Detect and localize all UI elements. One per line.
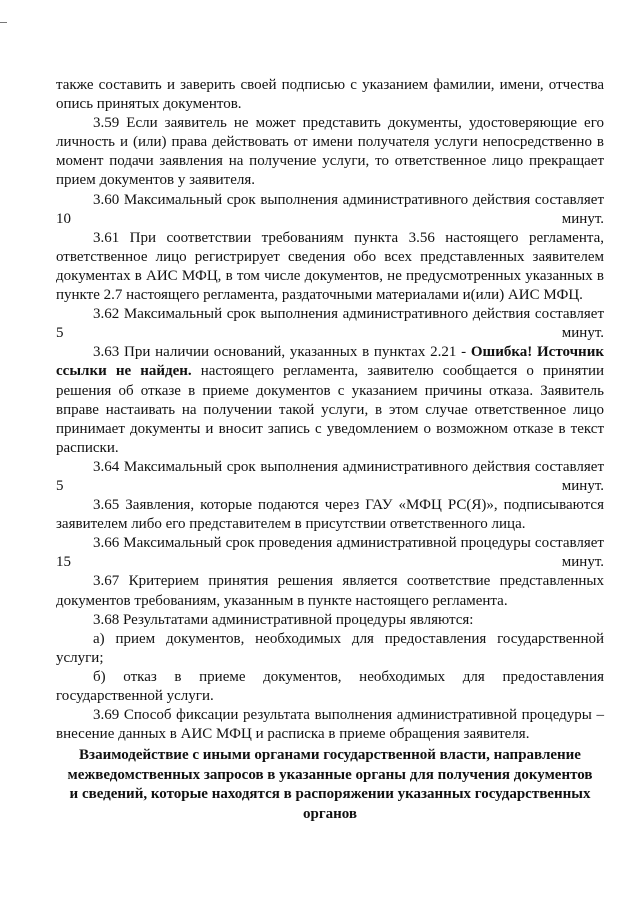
paragraph-3-69: 3.69 Способ фиксации результата выполнения административной процедуры – внесение данных в АИС МФЦ и расписка в приеме обращения заявителя. bbox=[56, 707, 604, 743]
paragraph-intro: также составить и заверить своей подписью с указанием фамилии, имени, отчества опись принятых документов. bbox=[56, 77, 604, 113]
paragraph-3-63-end: настоящего регламента, заявителю сообщается о принятии решения об отказе в приеме документов с указанием причины отказа. Заявитель вправе настаивать на получении такой услуги, в этом случае ответственное лицо принимает документы и вносит запись с уведомлением о возможном отказе в текст расписки. bbox=[56, 363, 604, 456]
paragraph-3-60: 3.60 Максимальный срок выполнения административного действия составляет 10 минут. bbox=[56, 191, 604, 227]
paragraph-3-68-a: а) прием документов, необходимых для предоставления государственной услуги; bbox=[56, 630, 604, 666]
paragraph-3-68-b: б) отказ в приеме документов, необходимых для предоставления государственной услуги. bbox=[56, 668, 604, 704]
paragraph-3-68: 3.68 Результатами административной процедуры являются: bbox=[93, 611, 474, 628]
paragraph-3-66: 3.66 Максимальный срок проведения административной процедуры составляет 15 минут. bbox=[56, 535, 604, 571]
paragraph-3-64: 3.64 Максимальный срок выполнения административного действия составляет 5 минут. bbox=[56, 458, 604, 494]
paragraph-3-62: 3.62 Максимальный срок выполнения административного действия составляет 5 минут. bbox=[56, 306, 604, 342]
paragraph-3-63-start: 3.63 При наличии оснований, указанных в пунктах 2.21 - bbox=[93, 344, 471, 361]
paragraph-3-59: 3.59 Если заявитель не может представить документы, удостоверяющие его личность и (или) права действовать от имени получателя услуги непосредственно в момент подачи заявления на получение услуги, то ответственное лицо прекращает прием документов у заявителя. bbox=[56, 115, 604, 189]
section-heading: Взаимодействие с иными органами государственной власти, направление межведомственных запросов в указанные органы для получения документов и сведений, которые находятся в распоряжении указанных государственных органов bbox=[67, 747, 593, 822]
paragraph-3-61: 3.61 При соответствии требованиям пункта 3.56 настоящего регламента, ответственное лицо регистрирует сведения обо всех представленных заявителем документах в АИС МФЦ, в том числе документов, не предусмотренных указанных в пункте 2.7 настоящего регламента, раздаточными материалами и(или) АИС МФЦ. bbox=[56, 229, 604, 304]
document-page bbox=[56, 76, 604, 824]
broken-reference-error: Ошибка! Источник ссылки не найден. bbox=[56, 344, 604, 380]
paragraph-3-63 bbox=[56, 343, 604, 458]
paragraph-3-65: 3.65 Заявления, которые подаются через ГАУ «МФЦ РС(Я)», подписываются заявителем либо его представителем в присутствии ответственного лица. bbox=[56, 497, 604, 533]
paragraph-3-67: 3.67 Критерием принятия решения является соответствие представленных документов требованиям, указанным в пункте настоящего регламента. bbox=[56, 573, 604, 609]
scan-corner-mark bbox=[0, 22, 7, 23]
